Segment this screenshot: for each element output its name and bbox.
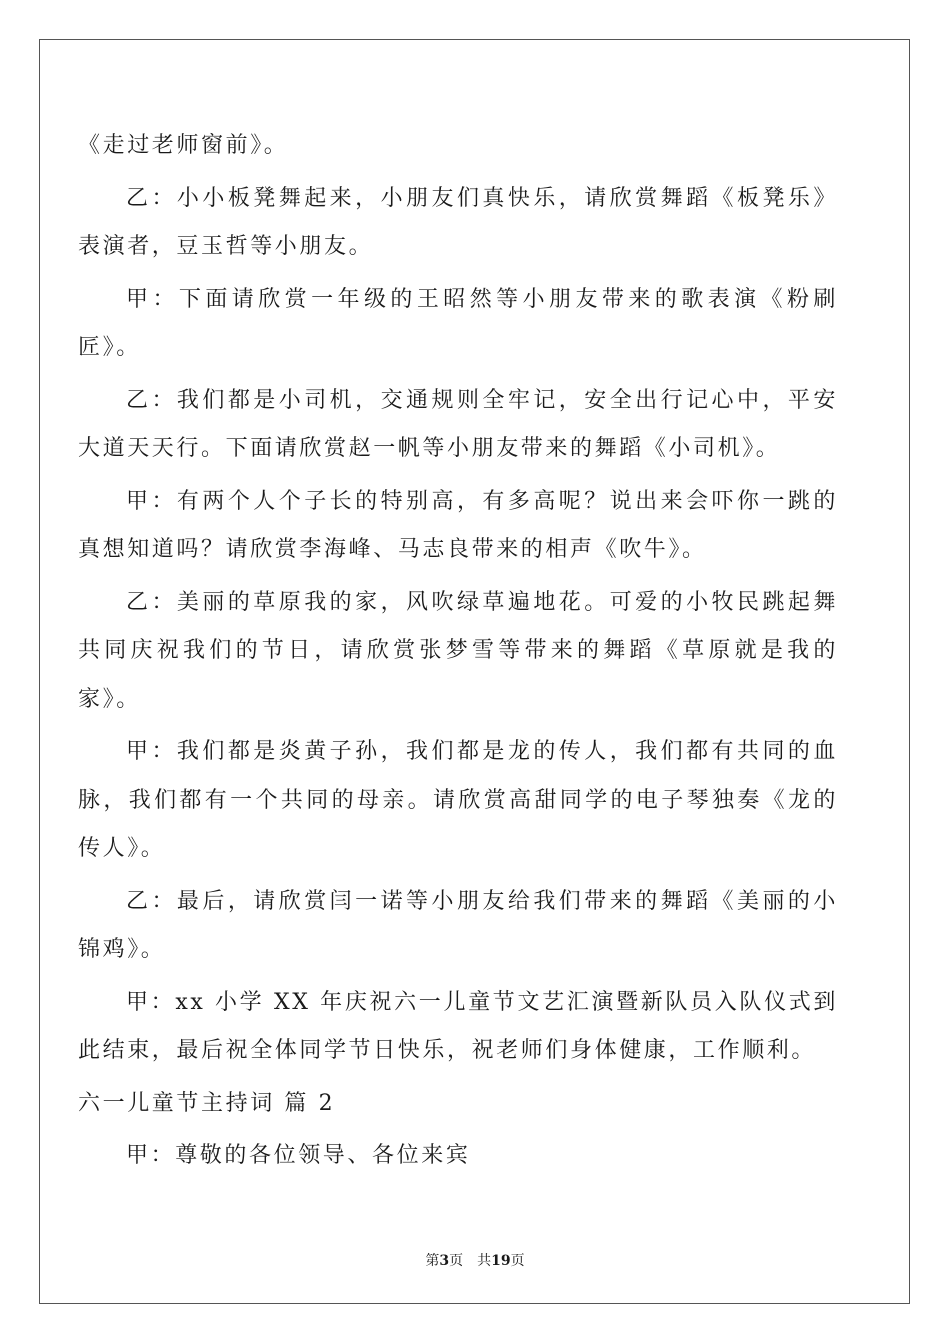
paragraph: 甲：有两个人个子长的特别高，有多高呢？说出来会吓你一跳的真想知道吗？请欣赏李海峰、马志良带来的相声《吹牛》。: [78, 488, 838, 562]
footer-total-prefix: 共: [477, 1253, 492, 1269]
paragraph: 《走过老师窗前》。: [78, 133, 289, 158]
section-heading: 六一儿童节主持词 篇 2: [78, 1090, 336, 1116]
paragraph: 乙：美丽的草原我的家，风吹绿草遍地花。可爱的小牧民跳起舞共同庆祝我们的节日，请欣赏张梦雪等带来的舞蹈《草原就是我的家》。: [78, 589, 838, 712]
paragraph: 甲：尊敬的各位领导、各位来宾: [126, 1143, 471, 1168]
paragraph: 甲：下面请欣赏一年级的王昭然等小朋友带来的歌表演《粉刷匠》。: [78, 286, 838, 360]
total-pages-number: 19: [491, 1253, 511, 1269]
paragraph: 甲：xx 小学 XX 年庆祝六一儿童节文艺汇演暨新队员入队仪式到此结束，最后祝全体同学节日快乐，祝老师们身体健康，工作顺利。: [78, 989, 838, 1063]
paragraph: 乙：我们都是小司机，交通规则全牢记，安全出行记心中，平安大道天天行。下面请欣赏赵一帆等小朋友带来的舞蹈《小司机》。: [78, 387, 838, 461]
paragraph: 乙：最后，请欣赏闫一诺等小朋友给我们带来的舞蹈《美丽的小锦鸡》。: [78, 888, 838, 962]
document-body: [78, 122, 838, 1185]
footer-page-suffix: 页: [449, 1253, 464, 1269]
paragraph: 甲：我们都是炎黄子孙，我们都是龙的传人，我们都有共同的血脉，我们都有一个共同的母亲。请欣赏高甜同学的电子琴独奏《龙的传人》。: [78, 739, 838, 861]
current-page-number: 3: [439, 1253, 450, 1269]
page-footer: [0, 1250, 950, 1270]
paragraph: 乙：小小板凳舞起来，小朋友们真快乐，请欣赏舞蹈《板凳乐》表演者，豆玉哲等小朋友。: [78, 185, 838, 259]
footer-total-suffix: 页: [510, 1253, 525, 1269]
footer-prefix: 第: [425, 1253, 440, 1269]
